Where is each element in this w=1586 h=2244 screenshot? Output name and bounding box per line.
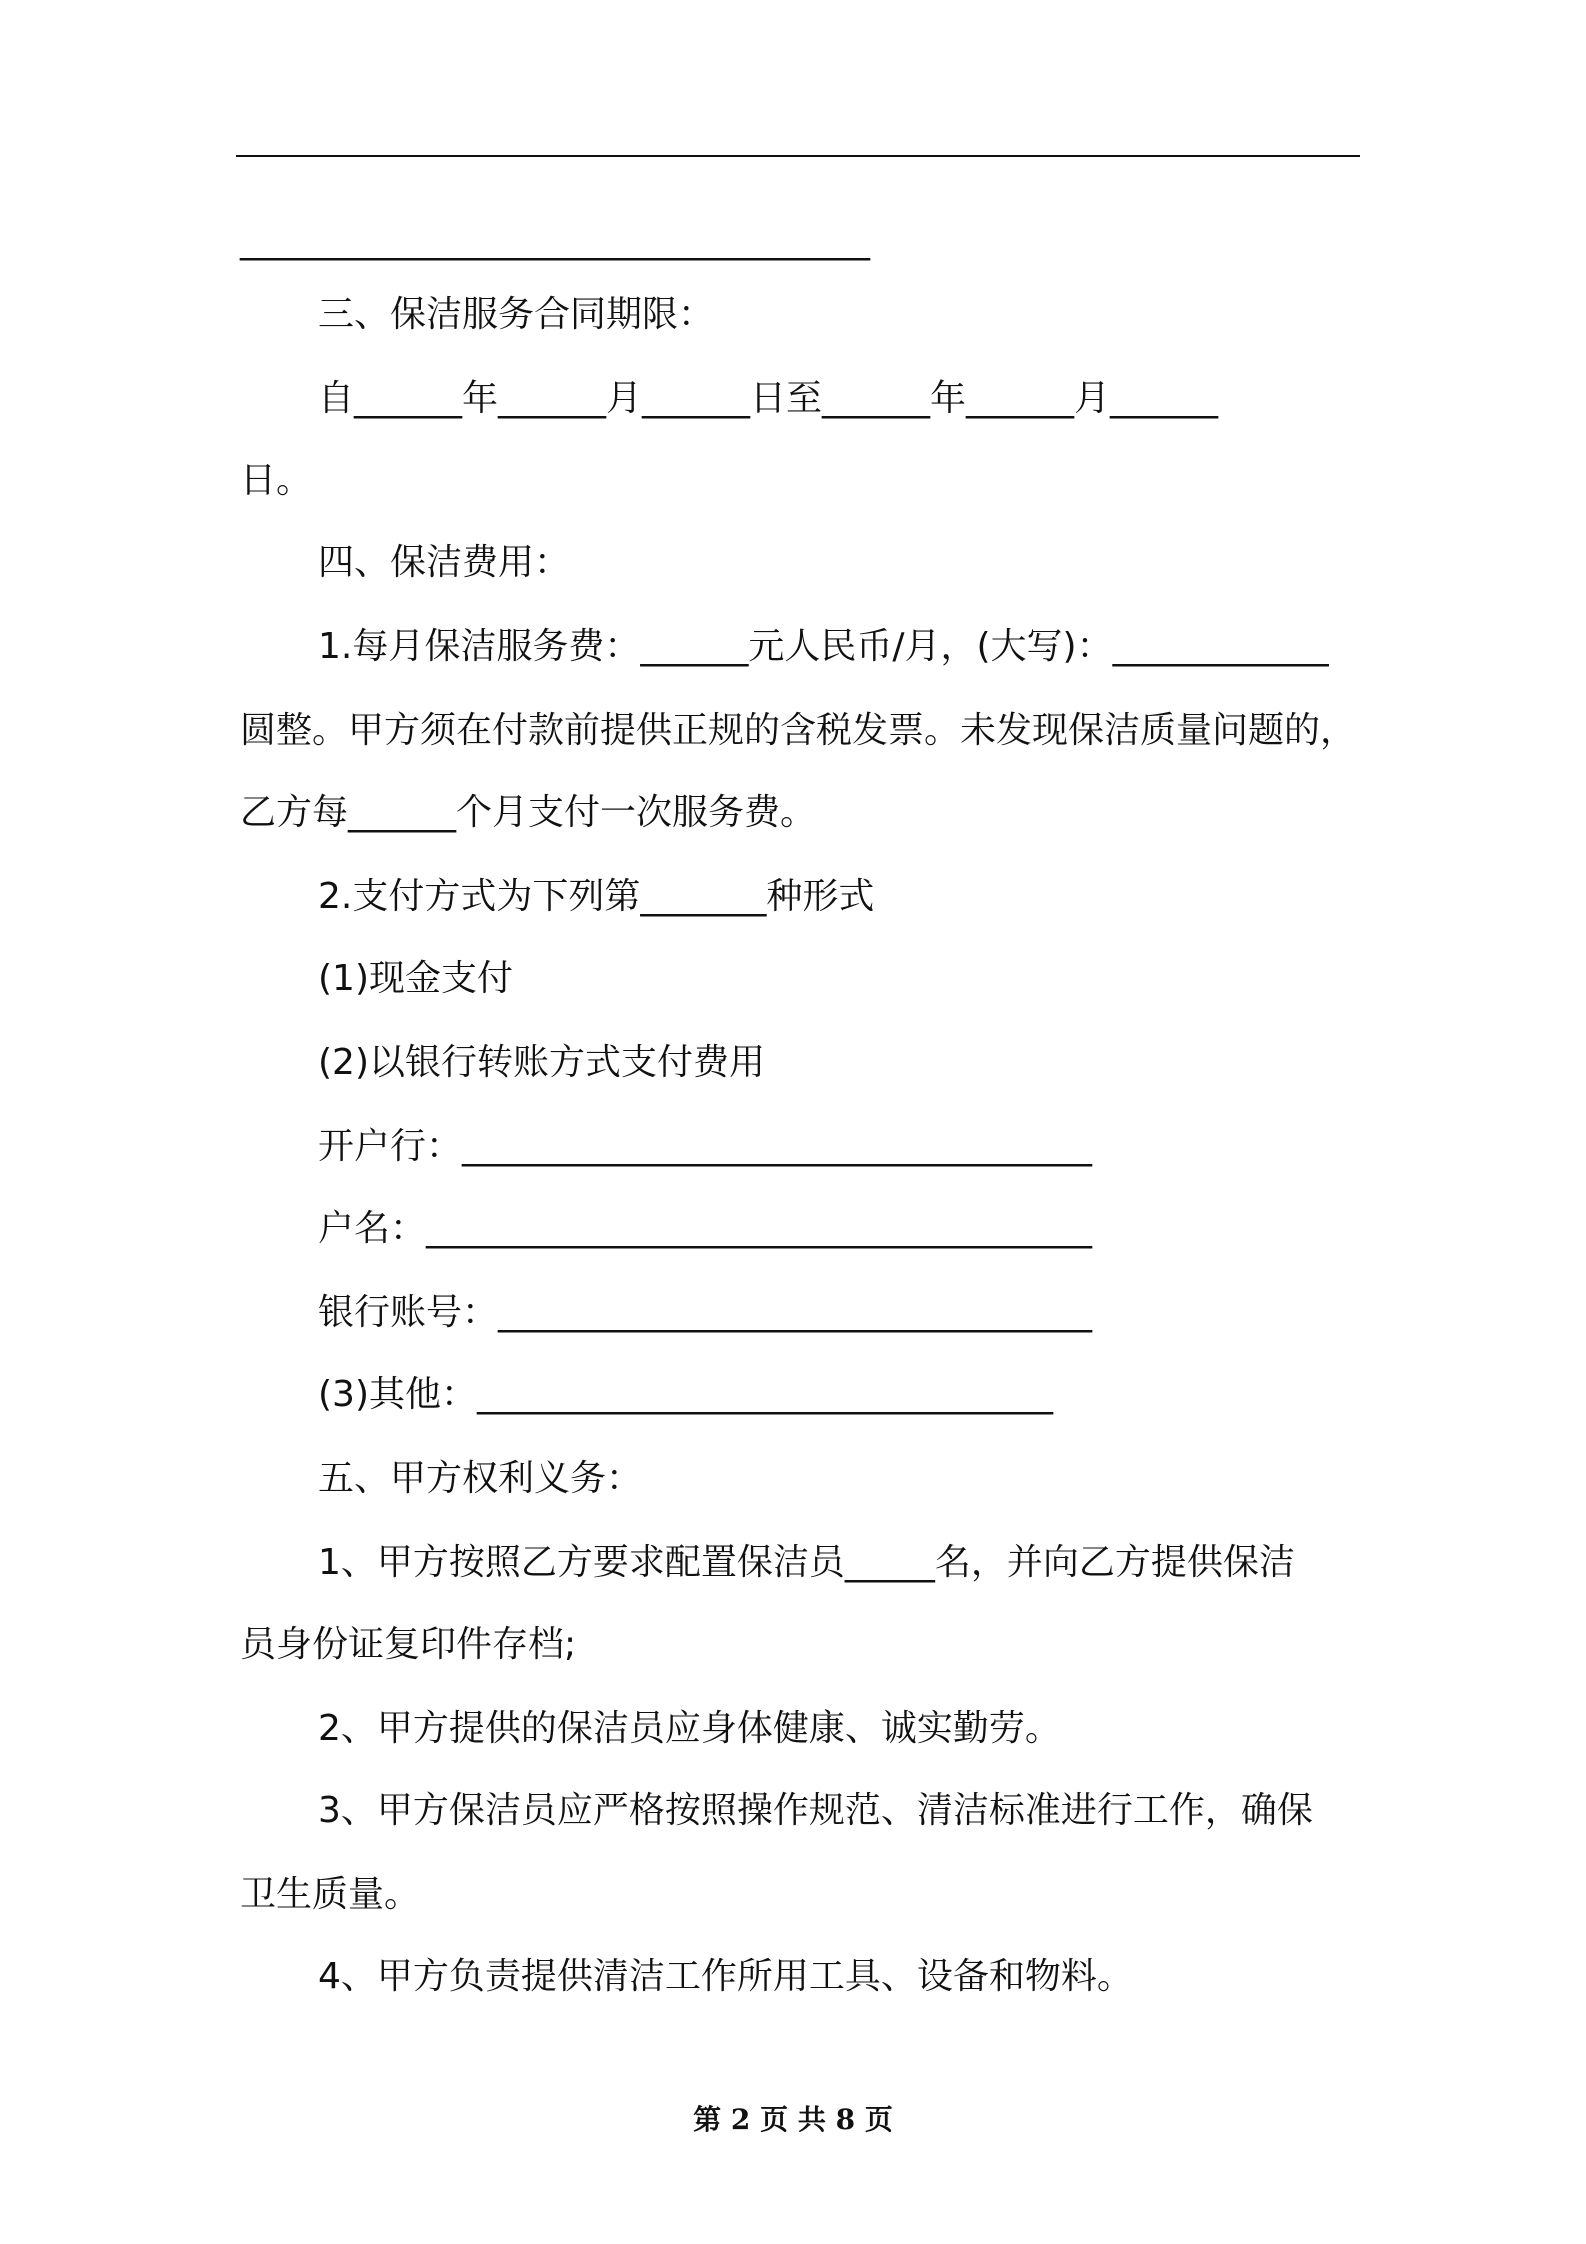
party-a-clause-1: 1、甲方按照乙方要求配置保洁员_____名，并向乙方提供保洁 (318, 1542, 1295, 1583)
fee-clause-1-end: 乙方每______个月支付一次服务费。 (240, 792, 817, 833)
party-a-clause-1-cont: 员身份证复印件存档; (240, 1624, 577, 1665)
party-a-clause-3: 3、甲方保洁员应严格按照操作规范、清洁标准进行工作，确保 (318, 1790, 1313, 1831)
account-number-field: 银行账号：_________________________________ (318, 1292, 1093, 1333)
party-a-clause-3-cont: 卫生质量。 (240, 1874, 421, 1915)
payment-option-cash: (1)现金支付 (318, 958, 513, 999)
payment-option-transfer: (2)以银行转账方式支付费用 (318, 1042, 765, 1083)
page-number: 第 2 页 共 8 页 (693, 2103, 893, 2136)
party-a-clause-4: 4、甲方负责提供清洁工作所用工具、设备和物料。 (318, 1956, 1133, 1997)
contract-period-line-end: 日。 (240, 460, 313, 501)
fee-clause-1-cont: 圆整。甲方须在付款前提供正规的含税发票。未发现保洁质量问题的， (240, 710, 1357, 751)
blank-line: ___________________________________ (240, 220, 870, 261)
party-a-clause-2: 2、甲方提供的保洁员应身体健康、诚实勤劳。 (318, 1708, 1061, 1749)
section-heading-party-a: 五、甲方权利义务： (318, 1458, 643, 1499)
account-name-field: 户名：_____________________________________ (318, 1208, 1093, 1249)
contract-period-line: 自______年______月______日至______年______月______ (318, 378, 1218, 419)
section-heading-fees: 四、保洁费用： (318, 542, 571, 583)
top-rule (236, 155, 1360, 157)
payment-method-clause: 2.支付方式为下列第_______种形式 (318, 876, 875, 917)
bank-name-field: 开户行：___________________________________ (318, 1126, 1093, 1167)
section-heading-term: 三、保洁服务合同期限： (318, 294, 715, 335)
fee-clause-1: 1.每月保洁服务费：______元人民币/月，(大写)：____________ (318, 626, 1329, 667)
payment-option-other: (3)其他：________________________________ (318, 1374, 1053, 1415)
